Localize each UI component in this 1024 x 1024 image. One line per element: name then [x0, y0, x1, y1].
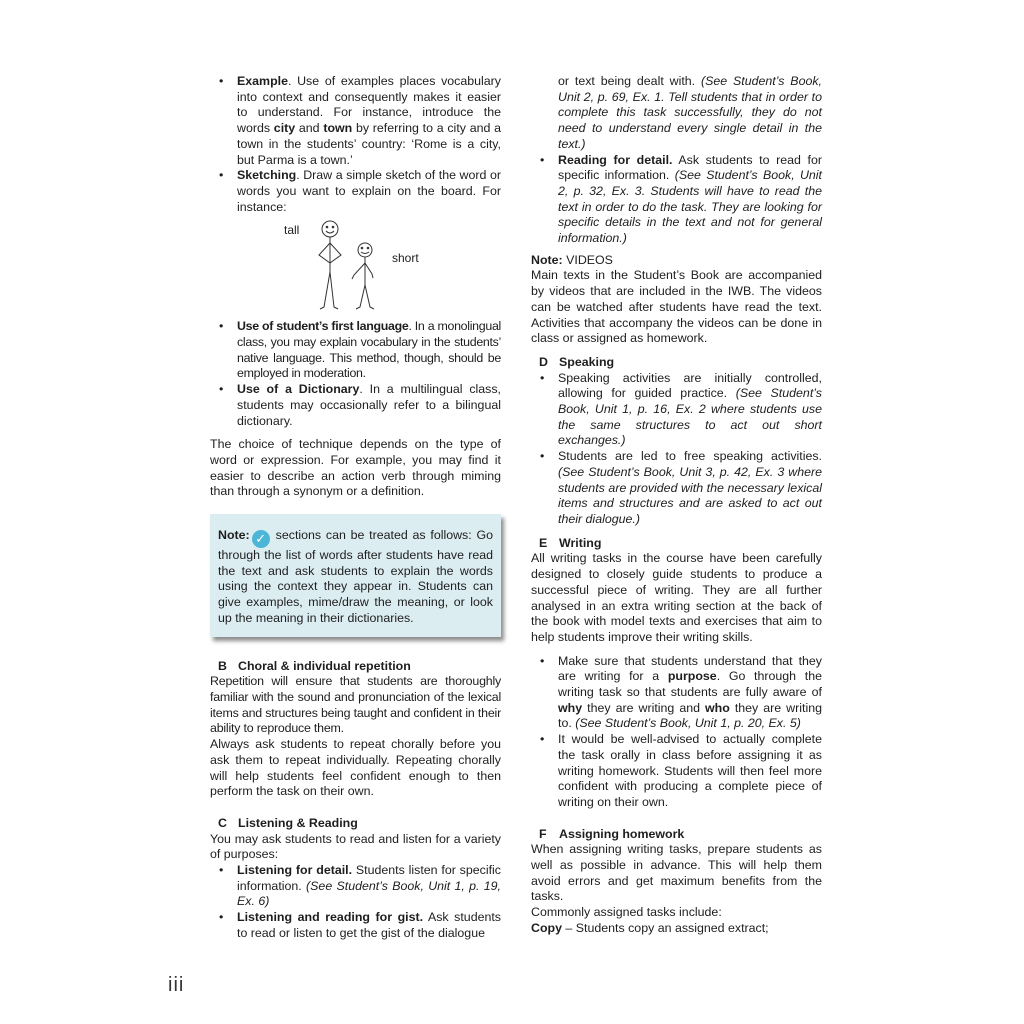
first-language-title: Use of student’s first language	[237, 319, 409, 334]
section-title: Assigning homework	[559, 826, 685, 841]
note-text: sections can be treated as follows: Go through the list of words after students have read the text and ask students to explain the words using the context they appear in. Students can give examples, mime/draw the meaning, or look up the meaning in their dictionaries.	[218, 528, 493, 625]
section-title: Writing	[559, 535, 602, 550]
list-item-writing-orally: • It would be well-advised to actually complete the task orally in class before assigning it as writing homework. Students will then feel more confident with producing a complete piece of writing on their own.	[531, 732, 822, 811]
note-label: Note:	[218, 528, 250, 543]
item-title: Listening and reading for gist.	[237, 910, 424, 925]
book-reference: (See Student’s Book, Unit 2, p. 32, Ex. 3. Students will have to read the text in order to do the task. They are looking for specific details in the text and not for general information.)	[558, 168, 822, 246]
technique-paragraph: The choice of technique depends on the type of word or expression. For example, you may find it easier to describe an action verb through miming than through a synonym or a definition.	[210, 437, 501, 499]
section-b-heading	[210, 659, 501, 675]
videos-note-heading	[531, 253, 822, 269]
copy-text: – Students copy an assigned extract;	[561, 920, 769, 935]
note-title: VIDEOS	[562, 252, 613, 267]
section-letter: B	[218, 658, 227, 673]
word-who: who	[705, 700, 730, 715]
section-c-list	[210, 863, 501, 942]
list-item-sketching	[210, 168, 501, 215]
item-text: Students listen for specific information.	[237, 863, 501, 893]
list-item-example	[210, 74, 501, 168]
note-label: Note:	[531, 252, 563, 267]
left-column	[210, 74, 501, 942]
section-e-paragraph: All writing tasks in the course have been carefully designed to closely guide students to produce a successful piece of writing. They are all further analysed in an extra writing section at the back of the book with model texts and exercises that aim to help students improve their writing skills.	[531, 551, 822, 644]
stick-figures-icon	[310, 217, 430, 317]
item-text: Students are led to free speaking activities.	[558, 449, 822, 464]
list-item-speaking-controlled	[531, 371, 822, 450]
label-short: short	[392, 251, 419, 266]
list-item-gist-continued	[531, 74, 822, 153]
section-letter: D	[539, 354, 548, 369]
word-town: town	[323, 121, 353, 136]
vocabulary-techniques-list-2	[210, 319, 501, 429]
section-letter: E	[539, 535, 548, 550]
item-text: Make sure that students understand that they are writing for a	[558, 653, 822, 684]
section-b-paragraph-2: Always ask students to repeat chorally before you ask them to repeat individually. Repeating chorally will help students feel confident enough to then perform the task on their own.	[210, 737, 501, 799]
book-reference: (See Student’s Book, Unit 1, p. 19, Ex. 6)	[237, 878, 501, 909]
list-item-speaking-free	[531, 449, 822, 528]
copy-title: Copy	[531, 920, 562, 935]
item-title: Reading for detail.	[558, 152, 673, 167]
example-text-3: by referring to a city and a town in the students’ country: ‘Rome is a city, but Parma is a town.’	[237, 121, 501, 167]
section-b-paragraph-1: Repetition will ensure that students are thoroughly familiar with the sound and pronunciation of the lexical items and structures being taught and confident in their ability to reproduce them.	[210, 674, 501, 736]
right-column	[531, 74, 822, 937]
dictionary-text: . In a multilingual class, students may occasionally refer to a bilingual dictionary.	[237, 382, 501, 428]
word-purpose: purpose	[667, 669, 717, 684]
page-number: iii	[168, 974, 185, 996]
word-city: city	[273, 121, 296, 136]
example-text-2: and	[295, 121, 324, 136]
example-title: Example	[237, 74, 288, 88]
section-f-heading	[531, 827, 822, 843]
videos-note-text: Main texts in the Student’s Book are accompanied by videos that are included in the IWB. The videos can be watched after students have read the text. Activities that accompany the videos can be done in class or assigned as homework.	[531, 268, 822, 346]
item-text: Ask students to read for specific information.	[558, 152, 822, 183]
book-reference: (See Student’s Book, Unit 1, p. 20, Ex. 5)	[575, 716, 801, 731]
section-f-copy-task	[531, 921, 822, 937]
example-text: . Use of examples places vocabulary into context and consequently makes it easier to understand. For instance, introduce the words	[237, 74, 501, 136]
book-reference: (See Student’s Book, Unit 3, p. 42, Ex. 3 where students are provided with the necessary lexical items and structures and are asked to act out their dialogue.)	[558, 464, 822, 526]
section-letter: F	[539, 826, 547, 841]
check-badge-icon: ✓	[252, 530, 270, 548]
item-text: Ask students to read or listen to get the gist of the dialogue	[237, 910, 502, 940]
list-item-reading-detail	[531, 153, 822, 247]
section-f-paragraph: When assigning writing tasks, prepare students as well as possible in advance. This will help them avoid errors and get maximum benefits from the tasks.	[531, 842, 822, 904]
item-text: Speaking activities are initially controlled, allowing for guided practice.	[558, 370, 822, 401]
label-tall: tall	[284, 223, 300, 238]
section-c-list-continued	[531, 74, 822, 247]
book-reference: (See Student’s Book, Unit 2, p. 69, Ex. 1. Tell students that in order to complete this task successfully, they do not need to understand every single detail in the text.)	[558, 74, 822, 151]
section-title: Listening & Reading	[238, 815, 358, 830]
vocabulary-techniques-list	[210, 74, 501, 215]
sketching-text: . Draw a simple sketch of the word or words you want to explain on the board. For instance:	[237, 168, 501, 214]
item-text-2: . Go through the writing task so that students are fully aware of	[558, 669, 822, 700]
book-reference: (See Student’s Book, Unit 1, p. 16, Ex. 2 where students use the same structures to act out short exchanges.)	[558, 386, 822, 448]
section-title: Choral & individual repetition	[238, 658, 411, 673]
section-f-tasks-intro: Commonly assigned tasks include:	[531, 905, 722, 920]
section-e-heading	[531, 536, 822, 552]
list-item-listening-detail	[210, 863, 501, 910]
list-item-first-language	[210, 319, 501, 382]
first-language-text: . In a monolingual class, you may explain vocabulary in the students’ native language. This method, though, should be employed in moderation.	[237, 319, 501, 381]
section-e-list	[531, 654, 822, 811]
section-letter: C	[218, 815, 227, 830]
item-text-4: they are writing to.	[558, 700, 822, 731]
note-box	[210, 514, 501, 637]
note-box-text	[218, 528, 493, 627]
list-item-listening-gist	[210, 910, 501, 941]
dictionary-title: Use of a Dictionary	[237, 382, 360, 397]
section-c-intro: You may ask students to read and listen for a variety of purposes:	[210, 831, 501, 862]
list-item-writing-purpose	[531, 654, 822, 733]
item-text: or text being dealt with.	[558, 74, 701, 88]
item-text-3: they are writing and	[582, 700, 706, 715]
word-why: why	[558, 700, 583, 715]
item-title: Listening for detail.	[237, 863, 353, 878]
section-d-list	[531, 371, 822, 528]
stick-figure-sketch	[210, 217, 501, 317]
section-c-heading	[210, 816, 501, 832]
list-item-dictionary	[210, 382, 501, 429]
section-title: Speaking	[559, 354, 615, 369]
section-d-heading	[531, 355, 822, 371]
sketching-title: Sketching	[237, 168, 297, 183]
